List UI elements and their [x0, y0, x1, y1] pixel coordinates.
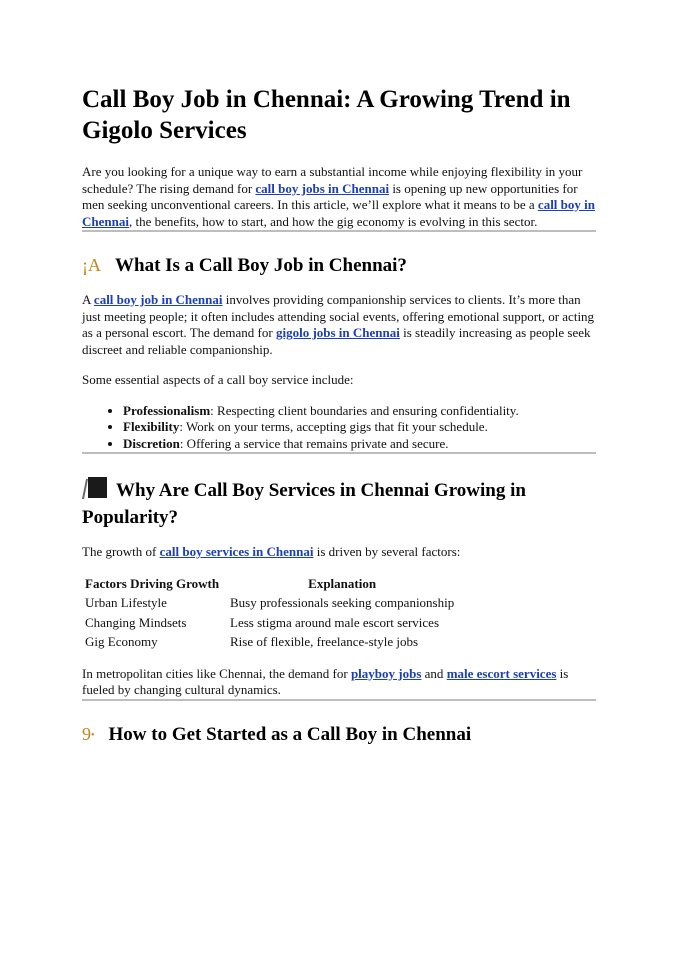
aspects-list: [82, 403, 596, 453]
table-row: [82, 593, 457, 613]
growth-factors-table: [82, 574, 457, 652]
intro-text-3: , the benefits, how to start, and how the gig economy is evolving in this sector.: [128, 213, 538, 229]
link-call-boy-jobs-in-chennai[interactable]: call boy jobs in Chennai: [255, 180, 390, 196]
section1-text-1: A: [82, 292, 94, 307]
intro-text-2: is opening up new opportunities for men seeking unconventional careers. In this article, we’ll explore what it means to be a: [82, 180, 578, 212]
link-male-escort-services[interactable]: male escort services: [446, 665, 557, 681]
table-header: Factors Driving Growth: [85, 575, 220, 591]
bullet-term: Discretion: [123, 435, 180, 451]
table-cell: Rise of flexible, freelance-style jobs: [230, 634, 419, 649]
link-playboy-jobs[interactable]: playboy jobs: [350, 665, 422, 681]
sparkle-number-icon: [82, 722, 95, 748]
section-divider: [82, 452, 596, 454]
section3-heading: [82, 722, 596, 748]
section1-text-2: involves providing companionship services to clients. It’s more than just meeting people; it often includes attending social events, offering emotional support, or acting as a personal escort. The demand for: [82, 292, 595, 340]
list-item: [123, 419, 596, 436]
section1-text-3: is steadily increasing as people seek discreet and reliable companionship.: [82, 325, 591, 357]
table-row: [82, 632, 457, 652]
intro-paragraph: [82, 164, 596, 230]
bullet-term: Flexibility: [123, 419, 180, 434]
section2-text-5: is fueled by changing cultural dynamics.: [82, 665, 569, 697]
section3-heading-text: How to Get Started as a Call Boy in Chennai: [108, 723, 472, 745]
bullet-term: Professionalism: [123, 402, 211, 418]
section-divider: [82, 699, 596, 701]
section2-text-4: and: [421, 665, 447, 681]
bullet-desc: : Respecting client boundaries and ensuring confidentiality.: [210, 402, 519, 418]
section-divider: [82, 230, 596, 232]
aspects-lead: Some essential aspects of a call boy service include:: [82, 372, 354, 387]
black-square-icon: [82, 477, 108, 506]
table-cell: Less stigma around male escort services: [230, 614, 440, 630]
sparkle-dot-icon: •: [91, 729, 95, 741]
link-call-boy-services-in-chennai[interactable]: call boy services in Chennai: [159, 544, 314, 559]
list-item: [123, 436, 596, 453]
section2-text-1: The growth of: [82, 544, 160, 559]
table-header: Explanation: [308, 575, 377, 591]
section1-paragraph: [82, 292, 596, 358]
section2-heading-text: Why Are Call Boy Services in Chennai Growing in Popularity?: [82, 480, 526, 528]
table-cell: Gig Economy: [85, 634, 158, 649]
table-row: [82, 613, 457, 633]
sparkle-number-text: 9: [82, 723, 91, 744]
table-header-row: [82, 574, 457, 594]
section2-text-3: In metropolitan cities like Chennai, the demand for: [82, 665, 351, 681]
intro-text-1: Are you looking for a unique way to earn a substantial income while enjoying flexibility in your schedule? The rising demand for: [82, 164, 583, 196]
link-call-boy-in-chennai[interactable]: call boy in Chennai: [82, 197, 595, 229]
section2-paragraph: [82, 544, 596, 561]
section1-heading-text: What Is a Call Boy Job in Chennai?: [115, 255, 407, 276]
table-cell: Busy professionals seeking companionship: [230, 595, 455, 610]
section2-text-2: is driven by several factors:: [313, 544, 461, 559]
table-cell: Changing Mindsets: [85, 614, 187, 630]
list-item: [123, 403, 596, 420]
bullet-desc: : Work on your terms, accepting gigs that fit your schedule.: [179, 419, 488, 434]
article: [82, 84, 596, 748]
link-call-boy-job-in-chennai[interactable]: call boy job in Chennai: [93, 292, 223, 307]
section2-paragraph-2: [82, 666, 596, 699]
section2-heading: [82, 477, 596, 530]
section1-heading: [82, 253, 596, 278]
page-title: Call Boy Job in Chennai: A Growing Trend in Gigolo Services: [82, 86, 571, 144]
table-cell: Urban Lifestyle: [85, 595, 167, 610]
bullet-desc: : Offering a service that remains private and secure.: [179, 435, 449, 451]
link-gigolo-jobs-in-chennai[interactable]: gigolo jobs in Chennai: [275, 325, 400, 340]
emoji-a-icon: ¡A: [82, 255, 101, 275]
